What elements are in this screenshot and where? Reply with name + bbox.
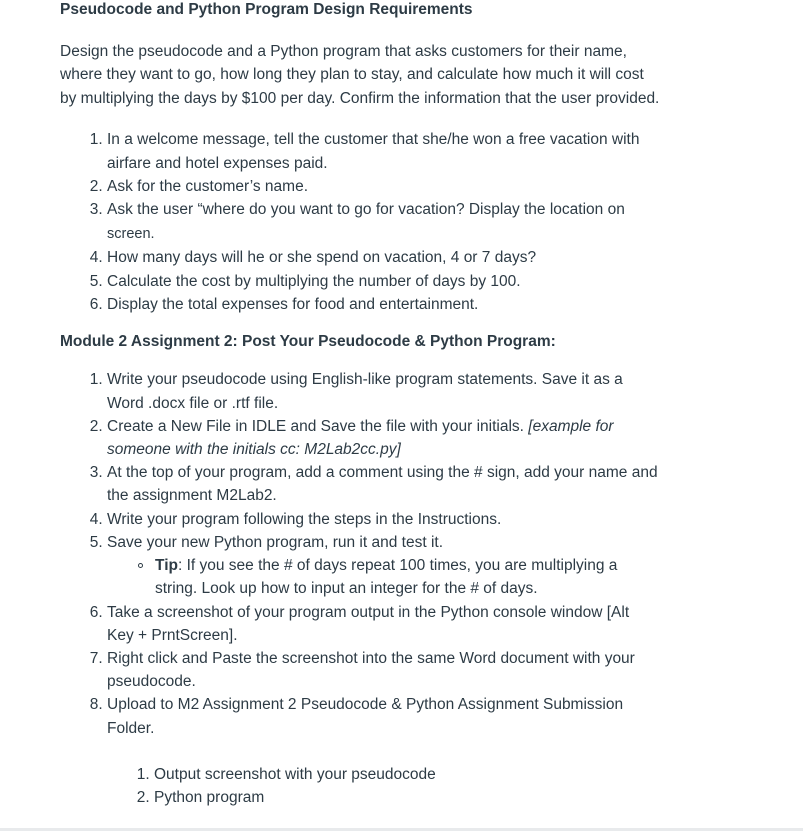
circle-bullet-icon <box>138 563 143 568</box>
assignment-item: 4. Write your program following the steps in the Instructions. <box>107 508 660 531</box>
assignment-item-text: Save your new Python program, run it and test it. <box>107 533 444 551</box>
assignment-item-example: [example for someone with the initials cc: M2Lab2cc.py] <box>107 417 614 459</box>
design-step: 6. Display the total expenses for food and entertainment. <box>107 293 660 316</box>
assignment-item-text: Create a New File in IDLE and Save the file with your initials. <box>107 417 529 435</box>
design-steps-list <box>60 128 660 316</box>
assignment-item <box>107 531 660 601</box>
assignment-list <box>60 368 660 739</box>
page-title: Pseudocode and Python Program Design Requirements <box>60 1 473 18</box>
design-step: 2. Ask for the customer’s name. <box>107 175 660 198</box>
module-heading: Module 2 Assignment 2: Post Your Pseudocode & Python Program: <box>60 333 556 351</box>
intro-paragraph: Design the pseudocode and a Python program that asks customers for their name, where they want to go, how long they plan to stay, and calculate how much it will cost by multiplying the days by $100 per day. Confirm the information that the user provided. <box>60 43 660 107</box>
tip-list <box>107 554 660 600</box>
document-page <box>60 0 660 810</box>
design-step: 1. In a welcome message, tell the customer that she/he won a free vacation with airfare and hotel expenses paid. <box>107 128 660 175</box>
assignment-item: 8. Upload to M2 Assignment 2 Pseudocode & Python Assignment Submission Folder. <box>107 693 660 739</box>
design-step <box>107 198 660 246</box>
assignment-item <box>107 415 660 461</box>
tip-label: Tip <box>155 557 178 575</box>
submission-item: 2. Python program <box>154 786 660 809</box>
assignment-item: 1. Write your pseudocode using English-like program statements. Save it as a Word .docx file or .rtf file. <box>107 368 660 414</box>
tip-item <box>155 554 660 600</box>
design-step-text: Ask the user “where do you want to go for vacation? Display the location on <box>107 201 625 219</box>
design-step-text-tail: screen. <box>107 225 155 242</box>
design-step: 4. How many days will he or she spend on vacation, 4 or 7 days? <box>107 246 660 269</box>
design-step: 5. Calculate the cost by multiplying the number of days by 100. <box>107 270 660 293</box>
assignment-item: 3. At the top of your program, add a comment using the # sign, add your name and the assignment M2Lab2. <box>107 461 660 507</box>
assignment-item: 6. Take a screenshot of your program output in the Python console window [Alt Key + PrntScreen]. <box>107 601 660 647</box>
submission-list <box>60 763 660 810</box>
assignment-item: 7. Right click and Paste the screenshot into the same Word document with your pseudocode. <box>107 647 660 693</box>
tip-text: : If you see the # of days repeat 100 times, you are multiplying a string. Look up how to input an integer for the # of days. <box>155 557 618 598</box>
submission-item: 1. Output screenshot with your pseudocode <box>154 763 660 786</box>
